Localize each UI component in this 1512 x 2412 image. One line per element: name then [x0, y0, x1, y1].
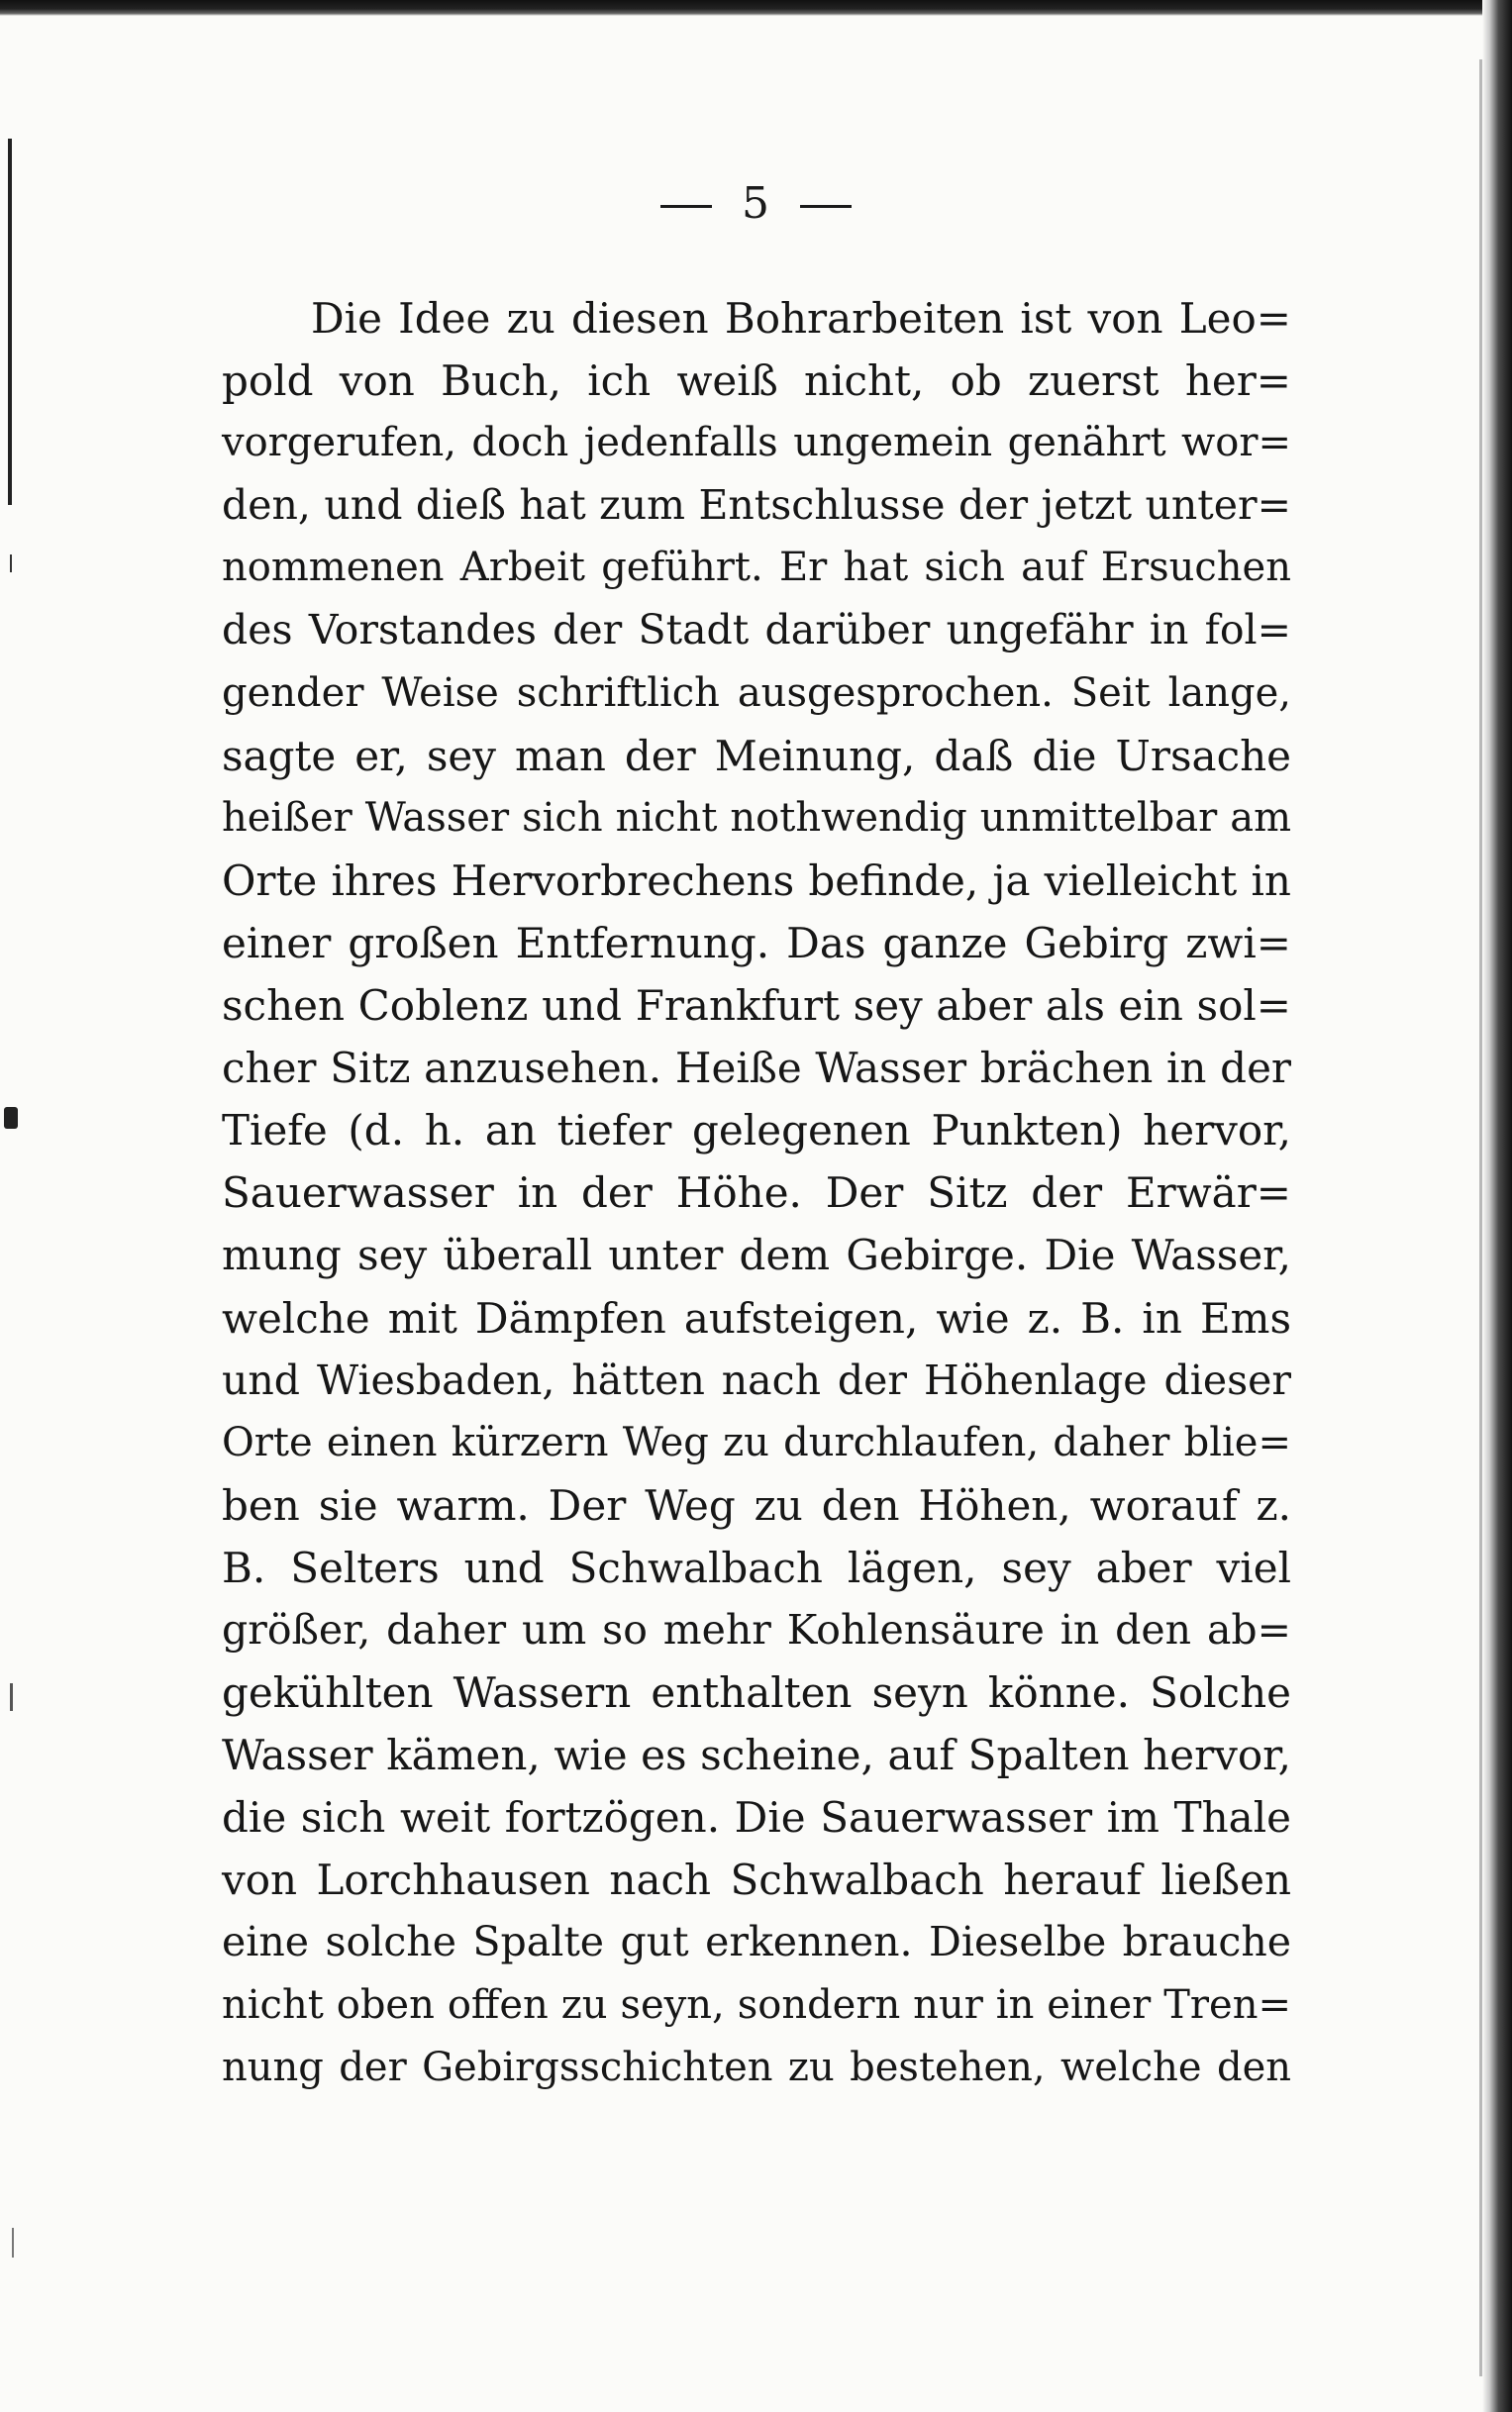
text-line: mung sey überall unter dem Gebirge. Die Wasser, [222, 1231, 1291, 1280]
text-line: gender Weise schriftlich ausgesprochen. Seit lange, [222, 669, 1291, 716]
text-line: sagte er, sey man der Meinung, daß die Ursache [222, 731, 1291, 780]
text-line: Orte ihres Hervorbrechens befinde, ja vielleicht in [222, 855, 1291, 905]
text-line: schen Coblenz und Frankfurt sey aber als ein sol= [222, 981, 1291, 1031]
text-line: nicht oben offen zu seyn, sondern nur in einer Tren= [222, 1981, 1291, 2028]
text-line: B. Selters und Schwalbach lägen, sey aber viel [222, 1543, 1291, 1592]
text-line: vorgerufen, doch jedenfalls ungemein genährt wor= [222, 420, 1291, 466]
text-line: größer, daher um so mehr Kohlensäure in den ab= [222, 1605, 1291, 1654]
text-line: nung der Gebirgsschichten zu bestehen, welche den [222, 2044, 1291, 2090]
page-number: 5 [742, 178, 770, 229]
text-line: ben sie warm. Der Weg zu den Höhen, worauf z. [222, 1480, 1291, 1530]
page-right-shadow [1482, 0, 1512, 2412]
binding-mark [10, 554, 12, 572]
body-text [222, 287, 1291, 2099]
text-line: heißer Wasser sich nicht nothwendig unmittelbar am [222, 794, 1291, 841]
text-line: cher Sitz anzusehen. Heiße Wasser brächen in der [222, 1044, 1291, 1093]
text-line: einer großen Entfernung. Das ganze Gebirg zwi= [222, 918, 1291, 967]
page-top-shadow [0, 0, 1512, 16]
page-number-dash-right [800, 205, 852, 208]
text-line: und Wiesbaden, hätten nach der Höhenlage dieser [222, 1356, 1291, 1404]
text-line: des Vorstandes der Stadt darüber ungefähr in fol= [222, 606, 1291, 654]
text-line: Die Idee zu diesen Bohrarbeiten ist von Leo= [311, 294, 1291, 343]
binding-mark [10, 1683, 13, 1711]
binding-mark [4, 1107, 18, 1129]
text-line: gekühlten Wassern enthalten seyn könne. Solche [222, 1668, 1291, 1718]
text-line: den, und dieß hat zum Entschlusse der jetzt unter= [222, 481, 1291, 530]
text-line: Wasser kämen, wie es scheine, auf Spalten hervor, [222, 1731, 1291, 1780]
page-number-header [0, 178, 1512, 229]
text-line: Tiefe (d. h. an tiefer gelegenen Punkten) hervor, [222, 1106, 1291, 1156]
text-line: welche mit Dämpfen aufsteigen, wie z. B. in Ems [222, 1293, 1291, 1343]
text-line: die sich weit fortzögen. Die Sauerwasser im Thale [222, 1793, 1291, 1843]
text-line: Orte einen kürzern Weg zu durchlaufen, daher blie= [222, 1419, 1291, 1465]
text-line: von Lorchhausen nach Schwalbach herauf ließen [222, 1856, 1291, 1905]
page-right-fold [1479, 59, 1482, 2376]
page-number-dash-left [660, 205, 712, 208]
text-line: pold von Buch, ich weiß nicht, ob zuerst her= [222, 356, 1291, 406]
text-line: Sauerwasser in der Höhe. Der Sitz der Erwär= [222, 1168, 1291, 1218]
binding-mark [12, 2228, 14, 2258]
text-line: eine solche Spalte gut erkennen. Dieselbe brauche [222, 1918, 1291, 1966]
text-line: nommenen Arbeit geführt. Er hat sich auf Ersuchen [222, 545, 1291, 591]
